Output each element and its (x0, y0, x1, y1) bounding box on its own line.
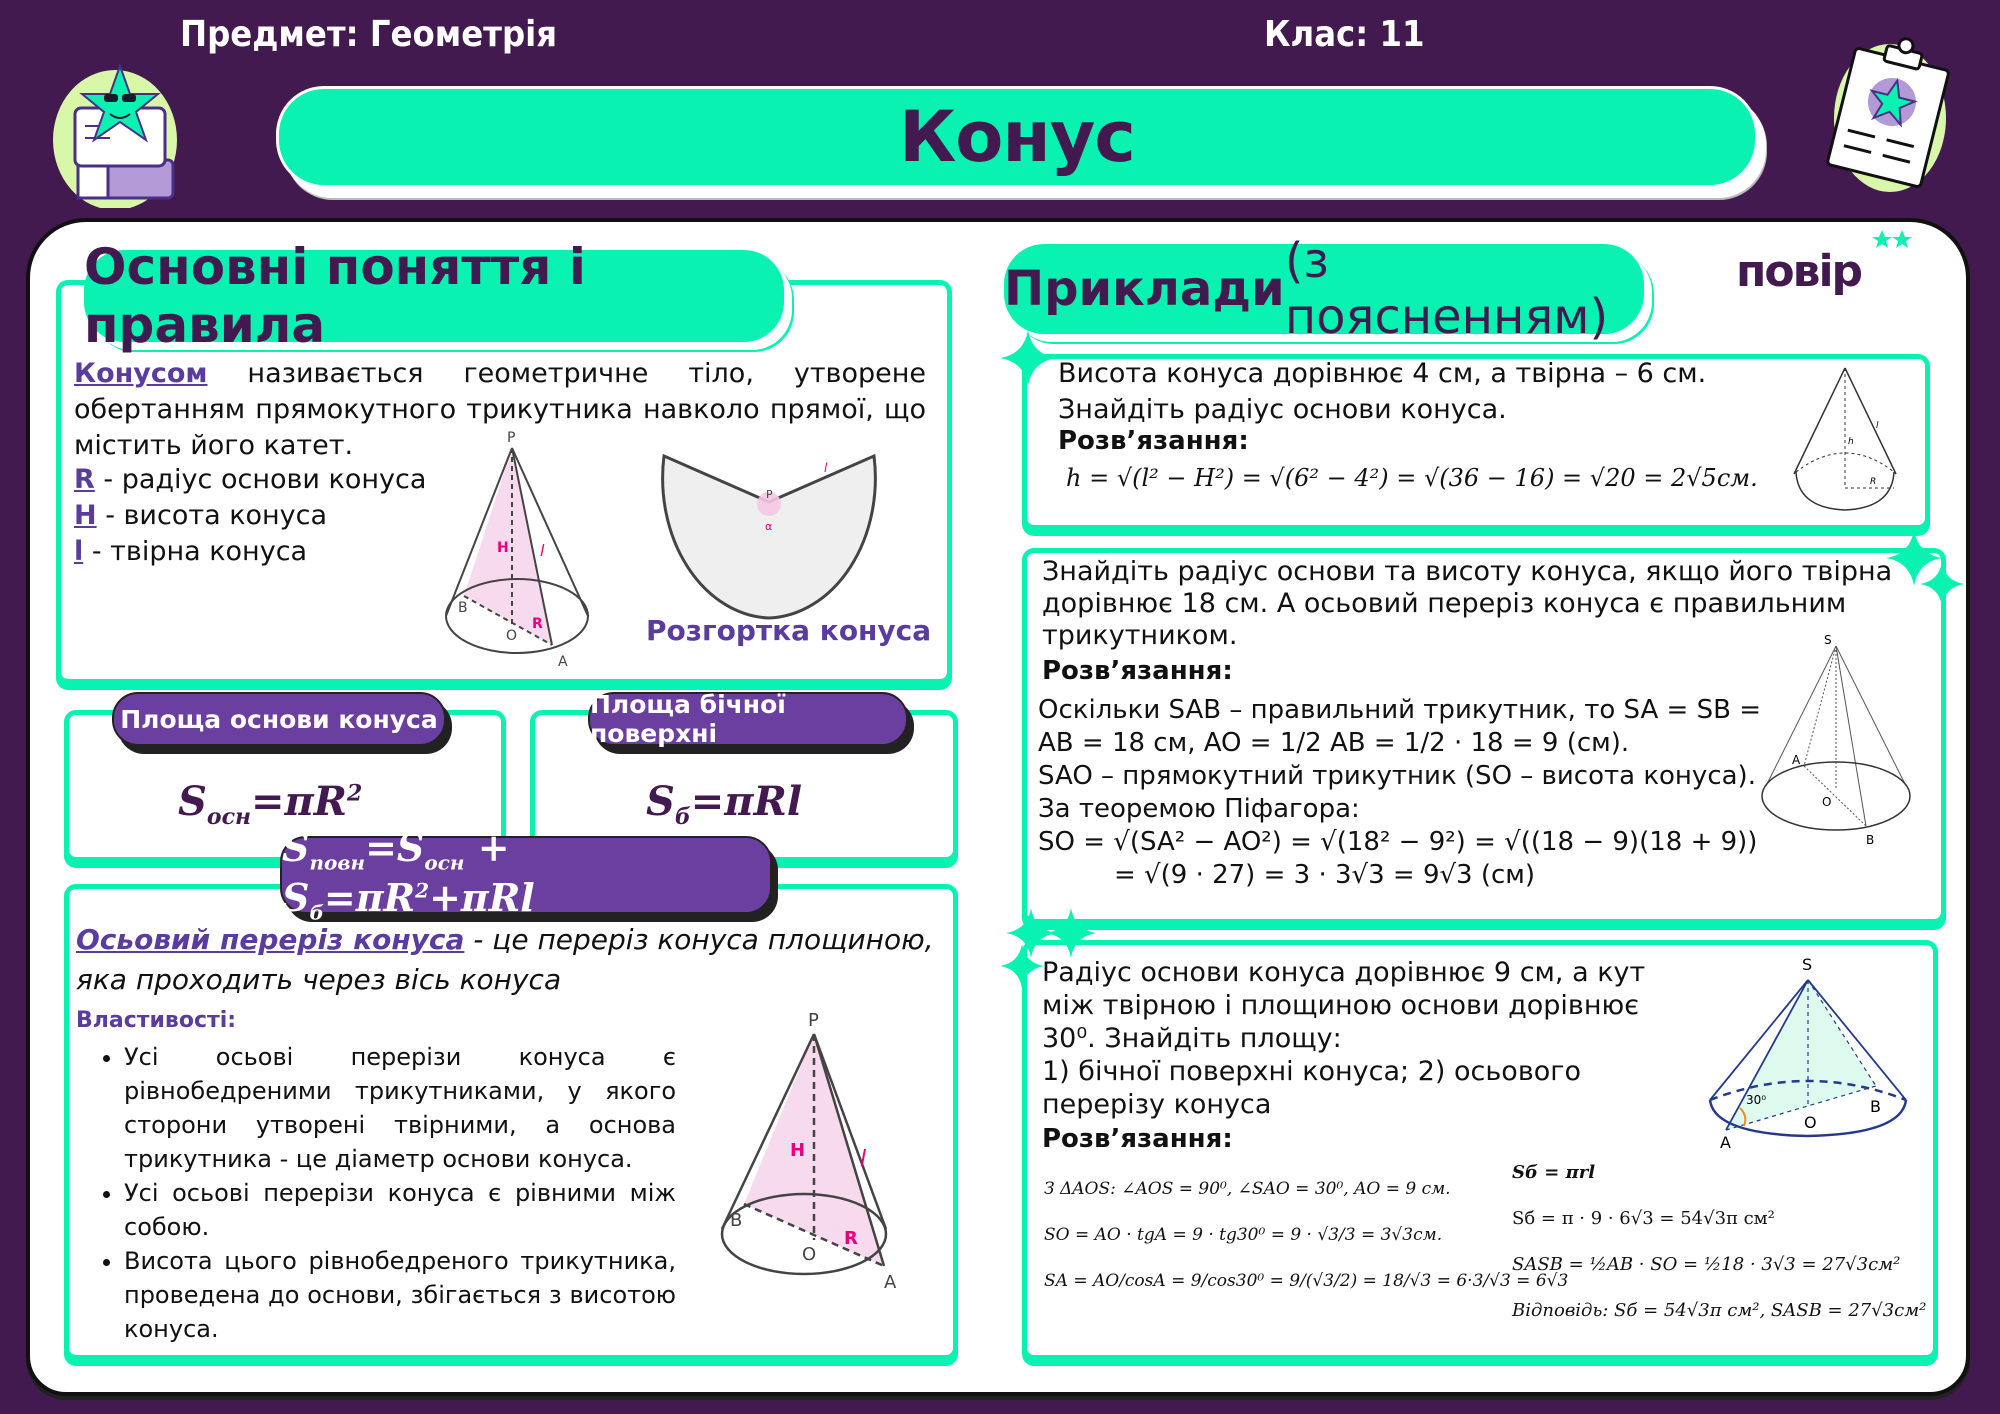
label-a: A (558, 654, 568, 670)
example-3-solution-label: Розв’язання: (1042, 1124, 1233, 1154)
svg-text:h: h (1848, 437, 1854, 447)
solution-line: За теоремою Піфагора: (1038, 794, 1360, 824)
solution-line: SA = AO/cosA = 9/cos30⁰ = 9/(√3/2) = 18/√3 = 6·3/√3 = 6√3 (1044, 1271, 1569, 1291)
svg-text:A: A (1720, 1133, 1731, 1150)
label-l: l (540, 541, 545, 560)
example-1-solution-label: Розв’язання: (1058, 426, 1249, 456)
property-item: • Висота цього рівнобедреного трикутника, проведена до основи, збігається з висотою конуса. (124, 1244, 676, 1346)
page-title-bar (276, 86, 1758, 188)
sparkle-star-icon (1000, 330, 1056, 390)
answer-line: Відповідь: Sб = 54√3π см², SASB = 27√3см² (1512, 1300, 1927, 1321)
sparkle-star-icon (1046, 908, 1096, 962)
solution-line: SAO – прямокутний трикутник (SO – висота конуса). (1038, 761, 1756, 791)
example-2-solution-label: Розв’язання: (1042, 656, 1233, 686)
svg-text:l: l (1876, 421, 1879, 431)
legend-item-r: R - радіус основи конуса (74, 464, 427, 495)
label-o: O (802, 1244, 817, 1265)
solution-line: Sб = π · 9 · 6√3 = 54√3π см² (1512, 1208, 1775, 1229)
clipboard-mascot-icon (1800, 22, 1970, 192)
svg-text:O: O (1822, 795, 1832, 809)
solution-line: SO = √(SA² − AO²) = √(18² − 9²) = √((18 − 9)(18 + 9)) (1038, 827, 1758, 857)
page-title: Конус (899, 96, 1135, 178)
properties-list (76, 1040, 676, 1346)
axial-section-definition: Осьовий переріз конуса - це переріз конуса площиною, яка проходить через вісь конуса (76, 923, 934, 996)
label-p: P (808, 1010, 819, 1031)
total-area-formula: $S_{повн}=S_{осн} + S_б=\pi R^2+\pi Rl$ (280, 836, 772, 914)
svg-text:S: S (1802, 955, 1813, 974)
solution-line: = √(9 · 27) = 3 · 3√3 = 9√3 (см) (1114, 860, 1536, 890)
cone-diagram (440, 428, 600, 673)
label-r: R (532, 616, 543, 632)
label-o: O (506, 628, 518, 644)
lateral-area-formula: $S_б=\pi Rl$ (646, 778, 803, 830)
example-3-solution-right (1512, 1150, 1926, 1334)
solution-line: Оскільки SAB – правильний трикутник, то SA = SB = (1038, 695, 1761, 725)
net-label-alpha: α (765, 520, 773, 533)
label-b: B (458, 600, 468, 616)
brand-logo (1732, 226, 1922, 296)
svg-text:S: S (1824, 633, 1832, 647)
axial-section-cone-diagram (706, 1004, 896, 1294)
cone-term-link[interactable]: Конусом (74, 358, 208, 389)
base-area-label: Площа основи конуса (112, 692, 446, 746)
lateral-area-label: Площа бічної поверхні (588, 692, 908, 746)
svg-text:A: A (1792, 753, 1801, 767)
label-a: A (884, 1272, 896, 1293)
solution-line: Sб = πrl (1512, 1162, 1596, 1183)
example-1-problem: Висота конуса дорівнює 4 см, а твірна – 6 см. Знайдіть радіус основи конуса. (1058, 358, 1707, 425)
label-r: R (844, 1228, 858, 1249)
books-mascot-icon (30, 58, 200, 208)
property-item: • Усі осьові перерізи конуса є рівними між собою. (124, 1176, 676, 1244)
base-area-formula: $S_{осн}=\pi R^2$ (178, 778, 363, 830)
example-2-problem: Знайдіть радіус основи та висоту конуса, якщо його твірна дорівнює 18 см. А осьовий переріз конуса є правильним трикутником. (1042, 556, 1893, 651)
svg-text:B: B (1870, 1097, 1881, 1116)
solution-line: SO = AO · tgA = 9 · tg30⁰ = 9 · √3/3 = 3√3см. (1044, 1225, 1443, 1245)
svg-text:B: B (1866, 833, 1875, 847)
cone-definition-text: називається геометричне тіло, утворене обертанням прямокутного трикутника навколо прямої, що містить його катет. (74, 358, 926, 461)
label-l: l (860, 1147, 867, 1172)
examples-section-title: Приклади (з поясненням) (1004, 244, 1644, 334)
example-3-problem: Радіус основи конуса дорівнює 9 см, а кут між твірною і площиною основи дорівнює 30⁰. Знайдіть площу: 1) бічної поверхні конуса; 2) осьового перерізу конуса (1042, 957, 1646, 1120)
label-h: H (790, 1140, 806, 1161)
example-2-cone-diagram (1756, 630, 1916, 850)
legend-item-h: H - висота конуса (74, 500, 328, 531)
label-h: H (497, 540, 509, 556)
property-item: • Усі осьові перерізи конуса є рівнобедреними трикутниками, у якого сторони утворені твірними, а основа трикутника - це діаметр основи конуса. (124, 1040, 676, 1176)
symbol-legend (74, 462, 426, 570)
concepts-section-title-text: Основні поняття і правила (84, 238, 586, 354)
properties-title: Властивості: (76, 1008, 237, 1033)
solution-line: AB = 18 см, AO = 1/2 AB = 1/2 · 18 = 9 (см). (1038, 728, 1630, 758)
example-3-solution-left (1044, 1166, 1568, 1304)
svg-text:30⁰: 30⁰ (1746, 1093, 1767, 1107)
net-label-l: l (824, 461, 828, 475)
label-b: B (730, 1210, 743, 1231)
example-1-cone-diagram (1790, 364, 1900, 514)
net-caption: Розгортка конуса (646, 614, 932, 647)
solution-line: SASB = ½AB · SO = ½18 · 3√3 = 27√3см² (1512, 1254, 1901, 1275)
example-3-cone-diagram (1700, 950, 1920, 1150)
sparkle-star-icon (1000, 944, 1044, 992)
grade-label: Клас: 11 (1264, 14, 1425, 55)
label-p: P (507, 430, 516, 446)
example-1-solution: h = √(l² − H²) = √(6² − 4²) = √(36 − 16) = √20 = 2√5см. (1066, 464, 1758, 492)
net-label-p: P (766, 488, 773, 501)
cone-net-diagram (658, 452, 880, 622)
legend-item-l: l - твірна конуса (74, 536, 308, 567)
subject-label: Предмет: Геометрія (180, 14, 558, 55)
solution-line: З ΔAOS: ∠AOS = 90⁰, ∠SAO = 30⁰, AO = 9 см. (1044, 1179, 1451, 1199)
concepts-section-title (84, 238, 784, 354)
axial-section-term-link[interactable]: Осьовий переріз конуса (76, 923, 465, 956)
svg-text:O: O (1804, 1113, 1817, 1132)
svg-text:R: R (1870, 477, 1877, 487)
sparkle-star-icon (1920, 562, 1964, 610)
example-2-solution (1038, 694, 1761, 892)
brand-logo-text: повір (1736, 246, 1862, 296)
